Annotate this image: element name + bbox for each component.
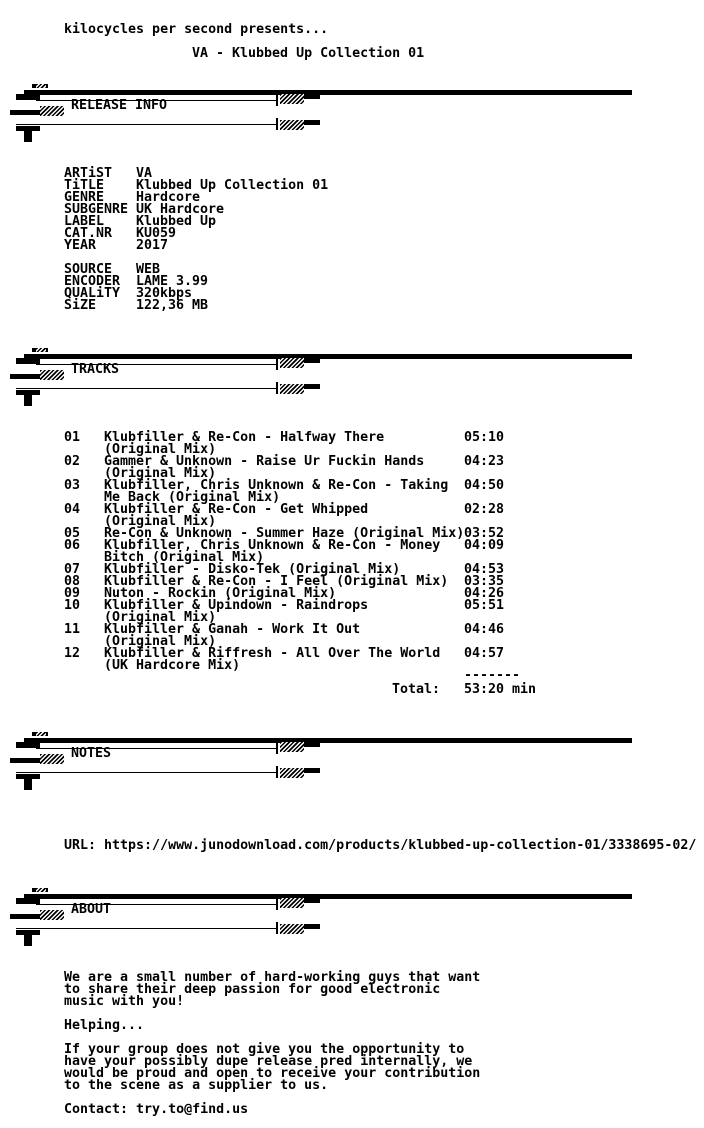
track-time: 04:23 <box>464 454 505 469</box>
total-separator: ------- <box>464 668 521 683</box>
info-value: Hardcore <box>136 190 201 205</box>
total-value: 53:20 min <box>464 682 537 697</box>
track-number: 03 <box>64 478 81 493</box>
info-key: ENCODER <box>64 274 121 289</box>
section-title: TRACKS <box>71 362 120 377</box>
about-line: If your group does not give you the opportunity to <box>64 1042 465 1057</box>
track-title-cont: (Original Mix) <box>104 514 217 529</box>
track-time: 04:53 <box>464 562 505 577</box>
info-value: Klubbed Up <box>136 214 217 229</box>
track-time: 04:09 <box>464 538 505 553</box>
info-key: SUBGENRE <box>64 202 129 217</box>
info-key: GENRE <box>64 190 105 205</box>
track-title-cont: (UK Hardcore Mix) <box>104 658 241 673</box>
track-title: Klubfiller & Re-Con - I Feel (Original Mix) <box>104 574 449 589</box>
track-time: 04:50 <box>464 478 505 493</box>
section-title: ABOUT <box>71 902 112 917</box>
info-value: WEB <box>136 262 161 277</box>
track-title: Klubfiller & Re-Con - Halfway There <box>104 430 385 445</box>
track-time: 05:10 <box>464 430 505 445</box>
track-title-cont: (Original Mix) <box>104 610 217 625</box>
track-number: 11 <box>64 622 81 637</box>
release-title: VA - Klubbed Up Collection 01 <box>192 46 425 61</box>
track-title-cont: (Original Mix) <box>104 442 217 457</box>
section-title: RELEASE INFO <box>71 98 168 113</box>
section-header-notes <box>0 732 640 792</box>
about-line: music with you! <box>64 994 185 1009</box>
info-key: QUALiTY <box>64 286 121 301</box>
track-time: 04:46 <box>464 622 505 637</box>
track-title: Klubfiller, Chris Unknown & Re-Con - Money <box>104 538 441 553</box>
about-line: Helping... <box>64 1018 145 1033</box>
section-header-about <box>0 888 640 948</box>
presents-line: kilocycles per second presents... <box>64 22 329 37</box>
info-key: CAT.NR <box>64 226 113 241</box>
track-title: Klubfiller & Ganah - Work It Out <box>104 622 361 637</box>
track-number: 05 <box>64 526 81 541</box>
section-header-release-info <box>0 84 640 144</box>
track-title-cont: Me Back (Original Mix) <box>104 490 281 505</box>
info-value: UK Hardcore <box>136 202 225 217</box>
track-number: 01 <box>64 430 81 445</box>
track-number: 02 <box>64 454 81 469</box>
info-key: SiZE <box>64 298 97 313</box>
track-number: 04 <box>64 502 81 517</box>
info-key: ARTiST <box>64 166 113 181</box>
track-title-cont: (Original Mix) <box>104 466 217 481</box>
info-value: 320kbps <box>136 286 193 301</box>
track-number: 09 <box>64 586 81 601</box>
info-value: KU059 <box>136 226 177 241</box>
track-title: Nuton - Rockin (Original Mix) <box>104 586 337 601</box>
track-title: Klubfiller, Chris Unknown & Re-Con - Taking <box>104 478 449 493</box>
track-title: Re-Con & Unknown - Summer Haze (Original Mix) <box>104 526 465 541</box>
track-time: 04:57 <box>464 646 505 661</box>
track-title-cont: Bitch (Original Mix) <box>104 550 265 565</box>
info-value: 122,36 MB <box>136 298 209 313</box>
section-header-tracks <box>0 348 640 408</box>
info-value: 2017 <box>136 238 169 253</box>
info-value: LAME 3.99 <box>136 274 209 289</box>
about-line: to share their deep passion for good electronic <box>64 982 441 997</box>
track-number: 08 <box>64 574 81 589</box>
info-key: SOURCE <box>64 262 113 277</box>
about-line: to the scene as a supplier to us. <box>64 1078 329 1093</box>
track-number: 06 <box>64 538 81 553</box>
about-line: We are a small number of hard-working guys that want <box>64 970 481 985</box>
track-title: Klubfiller & Riffresh - All Over The World <box>104 646 441 661</box>
info-value: VA <box>136 166 153 181</box>
track-title: Klubfiller & Re-Con - Get Whipped <box>104 502 369 517</box>
contact-line: Contact: try.to@find.us <box>64 1102 249 1117</box>
track-time: 03:52 <box>464 526 505 541</box>
track-time: 03:35 <box>464 574 505 589</box>
track-title-cont: (Original Mix) <box>104 634 217 649</box>
track-title: Gammer & Unknown - Raise Ur Fuckin Hands <box>104 454 425 469</box>
track-number: 10 <box>64 598 81 613</box>
track-number: 07 <box>64 562 81 577</box>
track-title: Klubfiller & Upindown - Raindrops <box>104 598 369 613</box>
track-title: Klubfiller - Disko-Tek (Original Mix) <box>104 562 401 577</box>
info-key: YEAR <box>64 238 97 253</box>
info-value: Klubbed Up Collection 01 <box>136 178 329 193</box>
total-label: Total: <box>392 682 441 697</box>
notes-url: URL: https://www.junodownload.com/products/klubbed-up-collection-01/3338695-02/ <box>64 838 697 853</box>
track-time: 04:26 <box>464 586 505 601</box>
track-number: 12 <box>64 646 81 661</box>
about-line: have your possibly dupe release pred internally, we <box>64 1054 473 1069</box>
track-time: 02:28 <box>464 502 505 517</box>
info-key: TiTLE <box>64 178 105 193</box>
track-time: 05:51 <box>464 598 505 613</box>
section-title: NOTES <box>71 746 112 761</box>
info-key: LABEL <box>64 214 105 229</box>
about-line: would be proud and open to receive your contribution <box>64 1066 481 1081</box>
